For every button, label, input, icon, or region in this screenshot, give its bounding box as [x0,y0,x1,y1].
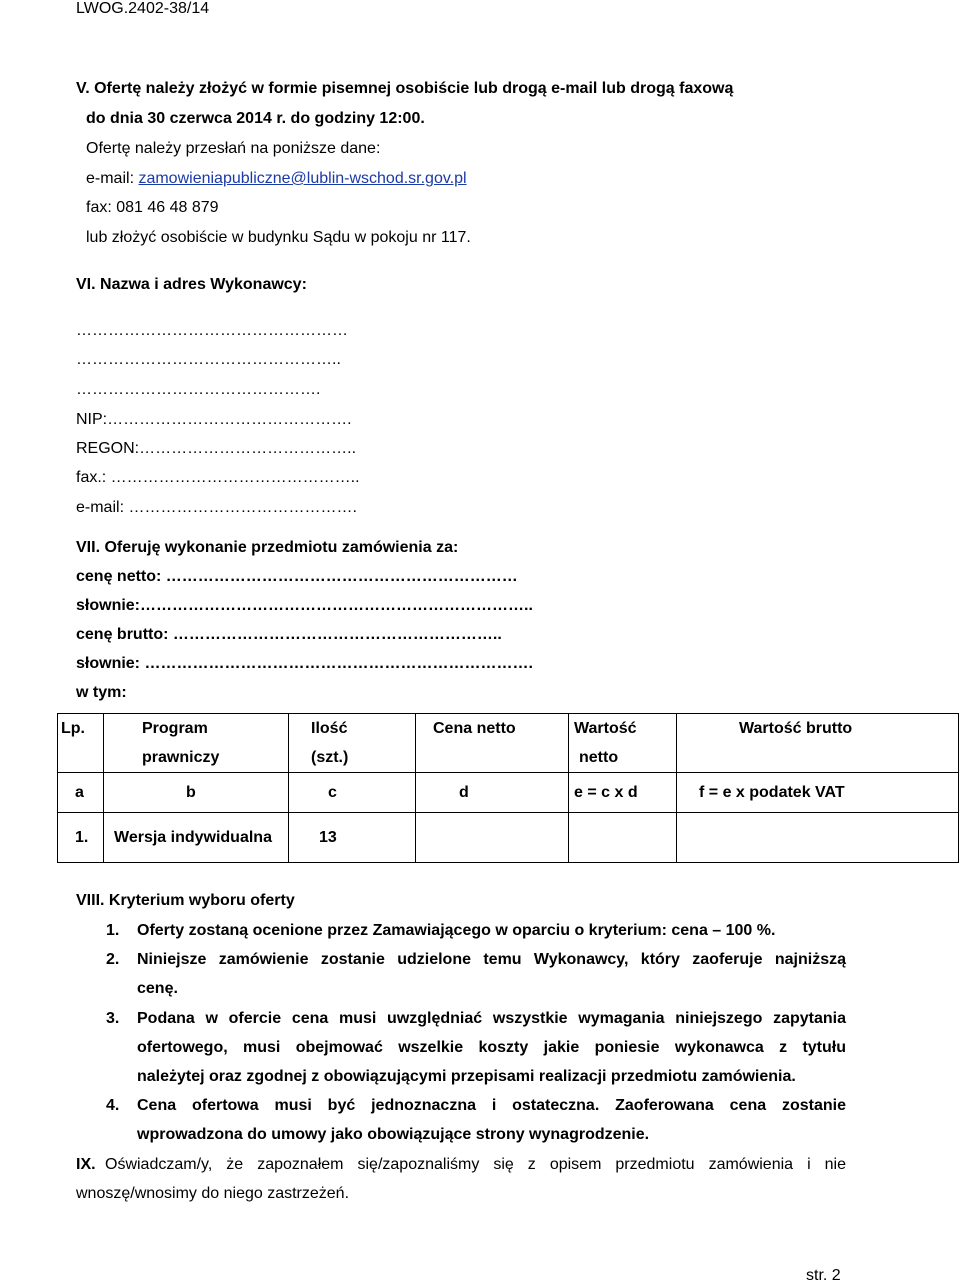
including-label: w tym: [76,684,127,701]
price-brutto-words: słownie: ………………………………………………………………. [76,655,533,672]
document-reference: LWOG.2402-38/14 [76,0,210,17]
section-v-email-line [86,170,467,188]
contractor-fax: fax.: ……………………………………….. [76,469,360,486]
contractor-dots-2: ………………………………………….. [76,351,341,368]
section-v-line-2: do dnia 30 czerwca 2014 r. do godziny 12:00. [86,110,425,127]
email-link[interactable]: zamowieniapubliczne@lublin-wschod.sr.gov.pl [138,170,467,187]
criterion-3-line-3: należytej oraz zgodnej z obowiązującymi przepisami realizacji przedmiotu zamówienia. [137,1068,796,1085]
offer-table [57,713,959,863]
criterion-2-num: 2. [106,951,120,968]
contractor-dots-3: ………………………………………. [76,381,321,398]
section-ix-line-1: Oświadczam/y, że zapoznałem się/zapoznaliśmy się z opisem przedmiotu zamówienia i nie [105,1156,846,1173]
header-gross-value: Wartość brutto [677,714,959,773]
price-netto: cenę netto: ………………………………………………………… [76,568,518,585]
table-letters-row [58,773,959,813]
header-net-value: Wartość netto [569,714,677,773]
row-program: Wersja indywidualna [104,813,289,863]
row-quantity: 13 [289,813,416,863]
header-program: Program prawniczy [104,714,289,773]
criterion-3-line-2: ofertowego, musi obejmować wszelkie koszty jakie poniesie wykonawca z tytułu [137,1039,846,1056]
section-vi-title-text: VI. Nazwa i adres Wykonawcy: [76,276,307,293]
header-net-price: Cena netto [416,714,569,773]
criterion-4-line-2: wprowadzona do umowy jako obowiązujące strony wynagrodzenie. [137,1126,650,1143]
criterion-2-line-1: Niniejsze zamówienie zostanie udzielone temu Wykonawcy, który zaoferuje najniższą [137,951,846,968]
letter-c: c [289,773,416,813]
letter-a: a [58,773,104,813]
section-viii-title: VIII. Kryterium wyboru oferty [76,892,295,909]
row-lp: 1. [58,813,104,863]
row-net-price [416,813,569,863]
contractor-email: e-mail: ……………………………………. [76,499,357,516]
price-netto-words: słownie:……………………………………………………………….. [76,597,533,614]
contractor-regon: REGON:………………………………….. [76,440,357,457]
contractor-nip: NIP:………………………………………. [76,411,352,428]
section-v-line-3: Ofertę należy przesłań na poniższe dane: [86,140,381,157]
letter-d: d [416,773,569,813]
section-v-line-1: V. Ofertę należy złożyć w formie pisemnej osobiście lub drogą e-mail lub drogą faxową [76,80,734,97]
table-header-row [58,714,959,773]
section-v-fax: fax: 081 46 48 879 [86,199,219,216]
criterion-2-line-2: cenę. [137,980,178,997]
letter-b: b [104,773,289,813]
criterion-3-line-1: Podana w ofercie cena musi uwzględniać wszystkie wymagania niniejszego zapytania [137,1010,846,1027]
contractor-dots-1: …………………………………………… [76,322,348,339]
letter-f: f = e x podatek VAT [677,773,959,813]
criterion-4-line-1: Cena ofertowa musi być jednoznaczna i ostateczna. Zaoferowana cena zostanie [137,1097,846,1114]
criterion-1-num: 1. [106,922,120,939]
header-lp: Lp. [58,714,104,773]
table-row [58,813,959,863]
criterion-1-line-1: Oferty zostaną ocenione przez Zamawiającego w oparciu o kryterium: cena – 100 %. [137,922,776,939]
criterion-3-num: 3. [106,1010,120,1027]
page-number: str. 2 [806,1267,841,1284]
header-quantity: Ilość (szt.) [289,714,416,773]
row-gross-value [677,813,959,863]
section-ix-line-2: wnoszę/wnosimy do niego zastrzeżeń. [76,1185,350,1202]
section-vii-title: VII. Oferuję wykonanie przedmiotu zamówienia za: [76,539,459,556]
criterion-4-num: 4. [106,1097,120,1114]
section-v-line-6: lub złożyć osobiście w budynku Sądu w pokoju nr 117. [86,229,471,246]
section-ix-label: IX. [76,1156,96,1173]
price-brutto: cenę brutto: …………………………………………………….. [76,626,502,643]
email-prefix: e-mail: [86,170,139,187]
row-net-value [569,813,677,863]
letter-e: e = c x d [569,773,677,813]
section-vi-title [76,276,307,294]
